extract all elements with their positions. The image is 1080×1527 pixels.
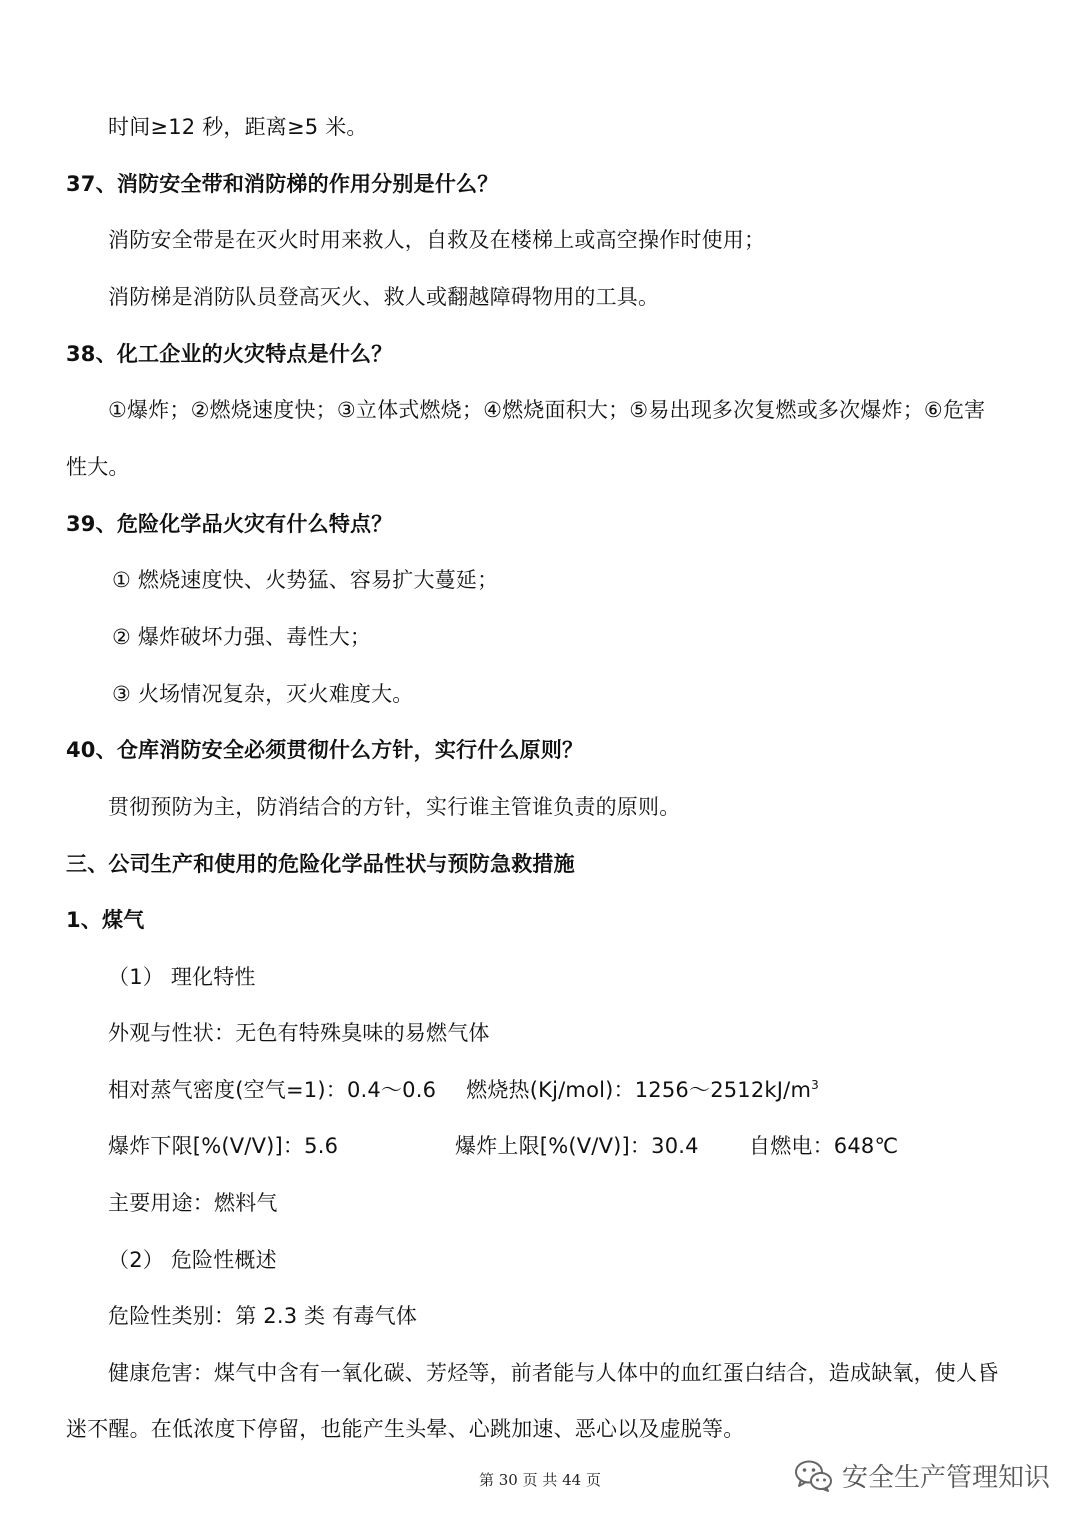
sub-heading: （2） 危险性概述 xyxy=(108,1248,277,1272)
vapor-density: 相对蒸气密度(空气=1)：0.4～0.6 xyxy=(108,1078,437,1102)
sub-heading: （1） 理化特性 xyxy=(108,965,256,989)
property-line: 外观与性状：无色有特殊臭味的易燃气体 xyxy=(108,1021,490,1045)
property-line xyxy=(108,1075,819,1105)
combustion-heat: 燃烧热(Kj/mol)：1256～2512kJ/m xyxy=(466,1078,812,1102)
question-heading-39: 39、危险化学品火灾有什么特点？ xyxy=(66,512,393,536)
property-line: 危险性类别：第 2.3 类 有毒气体 xyxy=(108,1304,418,1328)
explosion-lower-limit: 爆炸下限[%(V/V)]：5.6 xyxy=(108,1134,339,1158)
property-line: 迷不醒。在低浓度下停留，也能产生头晕、心跳加速、恶心以及虚脱等。 xyxy=(66,1417,745,1441)
question-heading-40: 40、仓库消防安全必须贯彻什么方针，实行什么原则？ xyxy=(66,738,584,762)
list-item: ③ 火场情况复杂，灭火难度大。 xyxy=(112,682,414,706)
wechat-icon xyxy=(794,1459,832,1493)
page-number: 第 30 页 共 44 页 xyxy=(478,1471,601,1489)
property-line xyxy=(108,1131,898,1161)
answer-line: 贯彻预防为主，防消结合的方针，实行谁主管谁负责的原则。 xyxy=(108,795,681,819)
watermark-text: 安全生产管理知识 xyxy=(841,1463,1050,1493)
list-item: ① 燃烧速度快、火势猛、容易扩大蔓延； xyxy=(112,568,499,592)
watermark xyxy=(794,1457,1050,1494)
subsection-heading: 1、煤气 xyxy=(66,908,145,932)
answer-line: ①爆炸；②燃烧速度快；③立体式燃烧；④燃烧面积大；⑤易出现多次复燃或多次爆炸；⑥危害 xyxy=(108,398,986,422)
superscript: 3 xyxy=(811,1078,819,1092)
text-line: 时间≥12 秒，距离≥5 米。 xyxy=(108,115,368,139)
question-heading-38: 38、化工企业的火灾特点是什么？ xyxy=(66,342,393,366)
list-item: ② 爆炸破坏力强、毒性大； xyxy=(112,625,372,649)
answer-line: 消防安全带是在灭火时用来救人，自救及在楼梯上或高空操作时使用； xyxy=(108,228,766,252)
answer-line: 性大。 xyxy=(66,455,130,479)
property-line: 主要用途：燃料气 xyxy=(108,1191,278,1215)
answer-line: 消防梯是消防队员登高灭火、救人或翻越障碍物用的工具。 xyxy=(108,285,660,309)
explosion-upper-limit: 爆炸上限[%(V/V)]：30.4 xyxy=(455,1134,699,1158)
question-heading-37: 37、消防安全带和消防梯的作用分别是什么？ xyxy=(66,172,499,196)
autoignition: 自燃电：648℃ xyxy=(749,1134,899,1158)
property-line: 健康危害：煤气中含有一氧化碳、芳烃等，前者能与人体中的血红蛋白结合，造成缺氧，使人昏 xyxy=(108,1361,999,1385)
section-heading: 三、公司生产和使用的危险化学品性状与预防急救措施 xyxy=(66,852,575,876)
